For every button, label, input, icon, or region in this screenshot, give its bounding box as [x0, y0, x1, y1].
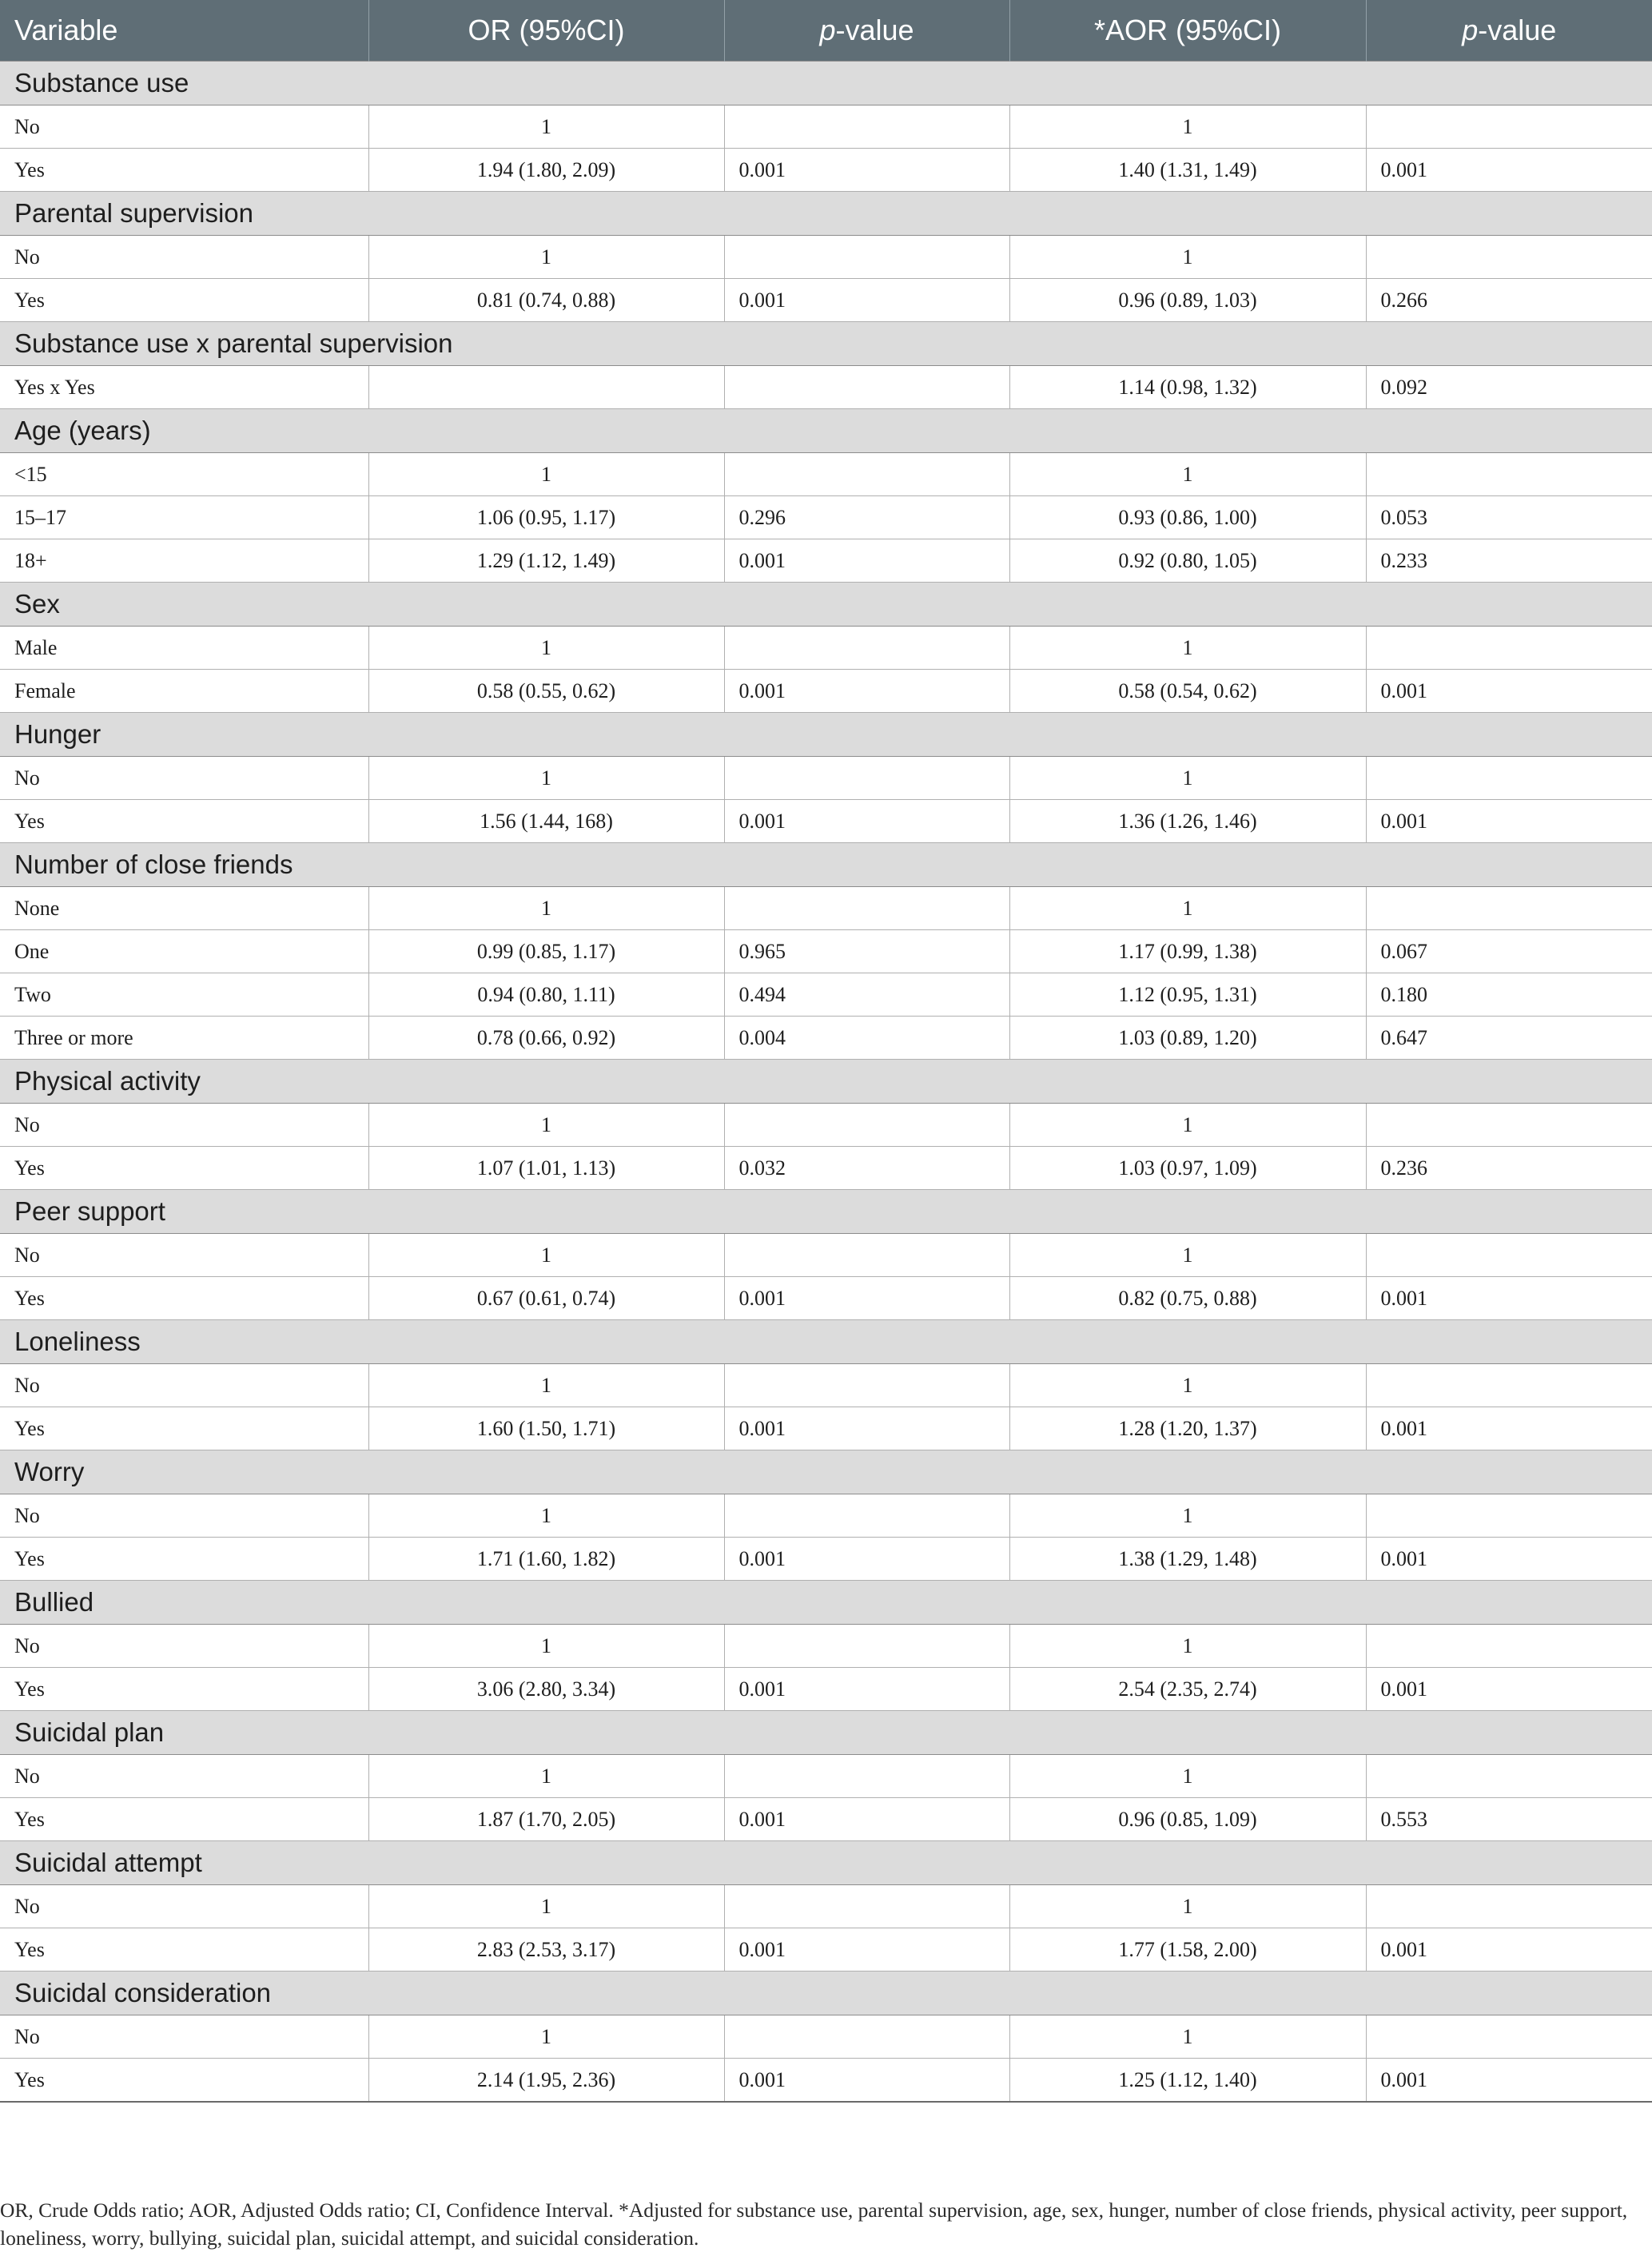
row-label: No [0, 757, 368, 800]
adjusted-p-value-cell: 0.001 [1366, 1277, 1652, 1320]
adjusted-or-cell: 1.28 (1.20, 1.37) [1009, 1407, 1366, 1450]
row-label: No [0, 1625, 368, 1668]
adjusted-p-value-cell [1366, 2015, 1652, 2059]
crude-or-cell: 1.94 (1.80, 2.09) [368, 149, 724, 192]
adjusted-p-value-cell: 0.067 [1366, 930, 1652, 973]
adjusted-or-cell: 1 [1009, 757, 1366, 800]
crude-or-cell: 0.81 (0.74, 0.88) [368, 279, 724, 322]
adjusted-or-cell: 0.96 (0.85, 1.09) [1009, 1798, 1366, 1841]
row-label: Yes [0, 800, 368, 843]
adjusted-p-value-cell [1366, 105, 1652, 149]
group-header-row [0, 583, 1652, 627]
adjusted-or-cell: 0.93 (0.86, 1.00) [1009, 496, 1366, 539]
crude-p-value-cell: 0.032 [724, 1147, 1009, 1190]
adjusted-or-cell: 1 [1009, 1494, 1366, 1538]
group-title: Number of close friends [0, 843, 1652, 887]
table-row [0, 1494, 1652, 1538]
group-header-row [0, 1581, 1652, 1625]
crude-p-value-cell [724, 1755, 1009, 1798]
row-label: No [0, 1885, 368, 1928]
crude-p-value-cell: 0.001 [724, 1277, 1009, 1320]
crude-or-cell: 1 [368, 236, 724, 279]
adjusted-or-cell: 0.58 (0.54, 0.62) [1009, 670, 1366, 713]
adjusted-p-value-cell: 0.001 [1366, 800, 1652, 843]
crude-or-cell: 2.14 (1.95, 2.36) [368, 2059, 724, 2103]
row-label: Yes [0, 1538, 368, 1581]
crude-p-value-cell: 0.001 [724, 2059, 1009, 2103]
table-row [0, 800, 1652, 843]
group-title: Substance use x parental supervision [0, 322, 1652, 366]
crude-p-value-cell: 0.001 [724, 1668, 1009, 1711]
crude-or-cell: 1.71 (1.60, 1.82) [368, 1538, 724, 1581]
adjusted-or-cell: 0.96 (0.89, 1.03) [1009, 279, 1366, 322]
group-header-row [0, 1060, 1652, 1104]
adjusted-p-value-cell: 0.001 [1366, 670, 1652, 713]
adjusted-p-value-cell [1366, 1625, 1652, 1668]
row-label: Yes [0, 279, 368, 322]
table-footnote: OR, Crude Odds ratio; AOR, Adjusted Odds ratio; CI, Confidence Interval. *Adjusted for substance use, parental supervision, age, sex, hunger, number of close friends, physical activity, peer support, loneliness, worry, bullying, suicidal plan, suicidal attempt, and suicidal consideration. [0, 2198, 1628, 2250]
crude-or-cell: 0.67 (0.61, 0.74) [368, 1277, 724, 1320]
adjusted-p-value-cell [1366, 627, 1652, 670]
group-title: Suicidal attempt [0, 1841, 1652, 1885]
crude-p-value-cell [724, 1494, 1009, 1538]
crude-or-cell: 1 [368, 1234, 724, 1277]
crude-or-cell: 1 [368, 1755, 724, 1798]
adjusted-p-value-cell [1366, 1755, 1652, 1798]
crude-p-value-cell: 0.001 [724, 1407, 1009, 1450]
crude-or-cell: 3.06 (2.80, 3.34) [368, 1668, 724, 1711]
row-label: Yes [0, 2059, 368, 2103]
table-row [0, 1798, 1652, 1841]
group-title: Age (years) [0, 409, 1652, 453]
table-row [0, 1668, 1652, 1711]
crude-or-cell: 1 [368, 757, 724, 800]
table-row [0, 539, 1652, 583]
group-header-row [0, 192, 1652, 236]
table-row [0, 496, 1652, 539]
group-header-row [0, 1711, 1652, 1755]
table-row [0, 973, 1652, 1017]
crude-or-cell: 0.78 (0.66, 0.92) [368, 1017, 724, 1060]
crude-or-cell: 1.07 (1.01, 1.13) [368, 1147, 724, 1190]
adjusted-p-value-cell: 0.266 [1366, 279, 1652, 322]
group-title: Parental supervision [0, 192, 1652, 236]
group-title: Hunger [0, 713, 1652, 757]
crude-p-value-cell: 0.001 [724, 1798, 1009, 1841]
table-row [0, 887, 1652, 930]
adjusted-p-value-cell: 0.053 [1366, 496, 1652, 539]
crude-p-value-cell: 0.001 [724, 539, 1009, 583]
group-title: Worry [0, 1450, 1652, 1494]
header-p-suffix: -value [835, 14, 914, 46]
crude-p-value-cell [724, 627, 1009, 670]
crude-p-value-cell: 0.001 [724, 1538, 1009, 1581]
crude-p-value-cell [724, 1104, 1009, 1147]
table-row [0, 279, 1652, 322]
adjusted-or-cell: 0.82 (0.75, 0.88) [1009, 1277, 1366, 1320]
crude-p-value-cell [724, 366, 1009, 409]
group-title: Suicidal consideration [0, 1972, 1652, 2015]
row-label: No [0, 105, 368, 149]
group-header-row [0, 409, 1652, 453]
group-header-row [0, 62, 1652, 105]
row-label: 18+ [0, 539, 368, 583]
group-header-row [0, 843, 1652, 887]
header-adjusted-p-value [1366, 0, 1652, 62]
adjusted-or-cell: 1 [1009, 2015, 1366, 2059]
crude-p-value-cell: 0.001 [724, 149, 1009, 192]
adjusted-p-value-cell: 0.647 [1366, 1017, 1652, 1060]
table-row [0, 1538, 1652, 1581]
crude-p-value-cell [724, 2015, 1009, 2059]
table-row [0, 627, 1652, 670]
adjusted-or-cell: 1 [1009, 887, 1366, 930]
crude-or-cell [368, 366, 724, 409]
table-row [0, 1885, 1652, 1928]
adjusted-p-value-cell: 0.001 [1366, 2059, 1652, 2103]
adjusted-or-cell: 1 [1009, 236, 1366, 279]
table-row [0, 1234, 1652, 1277]
crude-or-cell: 1 [368, 1364, 724, 1407]
header-aor: *AOR (95%CI) [1009, 0, 1366, 62]
adjusted-or-cell: 1 [1009, 453, 1366, 496]
crude-p-value-cell: 0.494 [724, 973, 1009, 1017]
table-row [0, 105, 1652, 149]
row-label: No [0, 1104, 368, 1147]
crude-p-value-cell: 0.965 [724, 930, 1009, 973]
crude-p-value-cell [724, 1234, 1009, 1277]
header-p-value [724, 0, 1009, 62]
table-row [0, 930, 1652, 973]
row-label: One [0, 930, 368, 973]
row-label: No [0, 1234, 368, 1277]
adjusted-p-value-cell [1366, 1364, 1652, 1407]
adjusted-p-value-cell: 0.233 [1366, 539, 1652, 583]
group-title: Substance use [0, 62, 1652, 105]
header-p-italic: p [819, 14, 836, 46]
group-title: Sex [0, 583, 1652, 627]
group-title: Physical activity [0, 1060, 1652, 1104]
group-header-row [0, 1841, 1652, 1885]
table-row [0, 366, 1652, 409]
adjusted-or-cell: 1.77 (1.58, 2.00) [1009, 1928, 1366, 1972]
adjusted-or-cell: 1.40 (1.31, 1.49) [1009, 149, 1366, 192]
adjusted-p-value-cell: 0.001 [1366, 149, 1652, 192]
row-label: Two [0, 973, 368, 1017]
table-row [0, 1104, 1652, 1147]
row-label: Yes [0, 149, 368, 192]
adjusted-or-cell: 1.38 (1.29, 1.48) [1009, 1538, 1366, 1581]
crude-or-cell: 0.94 (0.80, 1.11) [368, 973, 724, 1017]
table-body [0, 62, 1652, 2103]
table-row [0, 1755, 1652, 1798]
adjusted-or-cell: 1 [1009, 627, 1366, 670]
adjusted-or-cell: 1 [1009, 105, 1366, 149]
group-title: Peer support [0, 1190, 1652, 1234]
crude-p-value-cell: 0.004 [724, 1017, 1009, 1060]
group-header-row [0, 713, 1652, 757]
adjusted-or-cell: 1.03 (0.89, 1.20) [1009, 1017, 1366, 1060]
table-row [0, 149, 1652, 192]
adjusted-p-value-cell: 0.553 [1366, 1798, 1652, 1841]
table-row [0, 757, 1652, 800]
crude-or-cell: 0.58 (0.55, 0.62) [368, 670, 724, 713]
crude-or-cell: 1.06 (0.95, 1.17) [368, 496, 724, 539]
table-row [0, 1625, 1652, 1668]
crude-p-value-cell [724, 105, 1009, 149]
adjusted-p-value-cell [1366, 1885, 1652, 1928]
crude-p-value-cell: 0.296 [724, 496, 1009, 539]
crude-or-cell: 1.56 (1.44, 168) [368, 800, 724, 843]
header-adjusted-p-italic: p [1462, 14, 1479, 46]
row-label: Female [0, 670, 368, 713]
crude-p-value-cell [724, 757, 1009, 800]
crude-p-value-cell: 0.001 [724, 279, 1009, 322]
adjusted-or-cell: 2.54 (2.35, 2.74) [1009, 1668, 1366, 1711]
adjusted-p-value-cell: 0.001 [1366, 1668, 1652, 1711]
adjusted-p-value-cell: 0.001 [1366, 1928, 1652, 1972]
adjusted-or-cell: 1 [1009, 1234, 1366, 1277]
row-label: Yes [0, 1407, 368, 1450]
adjusted-or-cell: 1 [1009, 1104, 1366, 1147]
row-label: No [0, 1364, 368, 1407]
adjusted-or-cell: 1 [1009, 1364, 1366, 1407]
row-label: Yes [0, 1668, 368, 1711]
adjusted-or-cell: 0.92 (0.80, 1.05) [1009, 539, 1366, 583]
adjusted-p-value-cell [1366, 236, 1652, 279]
crude-or-cell: 1 [368, 1625, 724, 1668]
row-label: No [0, 1755, 368, 1798]
adjusted-p-value-cell [1366, 887, 1652, 930]
header-or: OR (95%CI) [368, 0, 724, 62]
adjusted-p-value-cell [1366, 1234, 1652, 1277]
row-label: No [0, 2015, 368, 2059]
table-row [0, 1277, 1652, 1320]
crude-p-value-cell [724, 1885, 1009, 1928]
adjusted-or-cell: 1.03 (0.97, 1.09) [1009, 1147, 1366, 1190]
table-row [0, 1147, 1652, 1190]
adjusted-p-value-cell: 0.092 [1366, 366, 1652, 409]
row-label: Yes [0, 1928, 368, 1972]
crude-or-cell: 1 [368, 105, 724, 149]
crude-or-cell: 1.60 (1.50, 1.71) [368, 1407, 724, 1450]
crude-or-cell: 1 [368, 887, 724, 930]
crude-p-value-cell: 0.001 [724, 1928, 1009, 1972]
table-row [0, 2015, 1652, 2059]
crude-p-value-cell: 0.001 [724, 670, 1009, 713]
row-label: No [0, 1494, 368, 1538]
row-label: 15–17 [0, 496, 368, 539]
table-header-row [0, 0, 1652, 62]
adjusted-or-cell: 1 [1009, 1885, 1366, 1928]
row-label: Yes [0, 1147, 368, 1190]
crude-or-cell: 1 [368, 2015, 724, 2059]
crude-or-cell: 1 [368, 453, 724, 496]
row-label: Yes x Yes [0, 366, 368, 409]
row-label: Yes [0, 1277, 368, 1320]
row-label: No [0, 236, 368, 279]
table-row [0, 670, 1652, 713]
adjusted-or-cell: 1.36 (1.26, 1.46) [1009, 800, 1366, 843]
row-label: <15 [0, 453, 368, 496]
crude-p-value-cell: 0.001 [724, 800, 1009, 843]
crude-or-cell: 1 [368, 1494, 724, 1538]
crude-or-cell: 1.29 (1.12, 1.49) [368, 539, 724, 583]
group-title: Loneliness [0, 1320, 1652, 1364]
adjusted-p-value-cell: 0.001 [1366, 1407, 1652, 1450]
group-header-row [0, 322, 1652, 366]
table-row [0, 1364, 1652, 1407]
group-header-row [0, 1190, 1652, 1234]
adjusted-p-value-cell [1366, 453, 1652, 496]
crude-or-cell: 1 [368, 627, 724, 670]
group-header-row [0, 1320, 1652, 1364]
header-adjusted-p-suffix: -value [1478, 14, 1557, 46]
table-row [0, 2059, 1652, 2103]
adjusted-p-value-cell: 0.001 [1366, 1538, 1652, 1581]
group-title: Suicidal plan [0, 1711, 1652, 1755]
adjusted-or-cell: 1.14 (0.98, 1.32) [1009, 366, 1366, 409]
crude-p-value-cell [724, 887, 1009, 930]
crude-p-value-cell [724, 1625, 1009, 1668]
crude-p-value-cell [724, 1364, 1009, 1407]
crude-or-cell: 2.83 (2.53, 3.17) [368, 1928, 724, 1972]
table-row [0, 1407, 1652, 1450]
adjusted-p-value-cell [1366, 757, 1652, 800]
adjusted-p-value-cell: 0.180 [1366, 973, 1652, 1017]
row-label: Male [0, 627, 368, 670]
row-label: Three or more [0, 1017, 368, 1060]
adjusted-or-cell: 1.25 (1.12, 1.40) [1009, 2059, 1366, 2103]
header-variable: Variable [0, 0, 368, 62]
group-header-row [0, 1972, 1652, 2015]
adjusted-or-cell: 1 [1009, 1755, 1366, 1798]
adjusted-or-cell: 1.17 (0.99, 1.38) [1009, 930, 1366, 973]
adjusted-or-cell: 1.12 (0.95, 1.31) [1009, 973, 1366, 1017]
crude-p-value-cell [724, 236, 1009, 279]
crude-or-cell: 1 [368, 1104, 724, 1147]
adjusted-p-value-cell [1366, 1494, 1652, 1538]
table-row [0, 1928, 1652, 1972]
crude-or-cell: 1 [368, 1885, 724, 1928]
crude-p-value-cell [724, 453, 1009, 496]
adjusted-p-value-cell [1366, 1104, 1652, 1147]
group-header-row [0, 1450, 1652, 1494]
table-row [0, 453, 1652, 496]
adjusted-or-cell: 1 [1009, 1625, 1366, 1668]
group-title: Bullied [0, 1581, 1652, 1625]
row-label: Yes [0, 1798, 368, 1841]
crude-or-cell: 0.99 (0.85, 1.17) [368, 930, 724, 973]
table-row [0, 1017, 1652, 1060]
crude-or-cell: 1.87 (1.70, 2.05) [368, 1798, 724, 1841]
table-row [0, 236, 1652, 279]
row-label: None [0, 887, 368, 930]
adjusted-p-value-cell: 0.236 [1366, 1147, 1652, 1190]
